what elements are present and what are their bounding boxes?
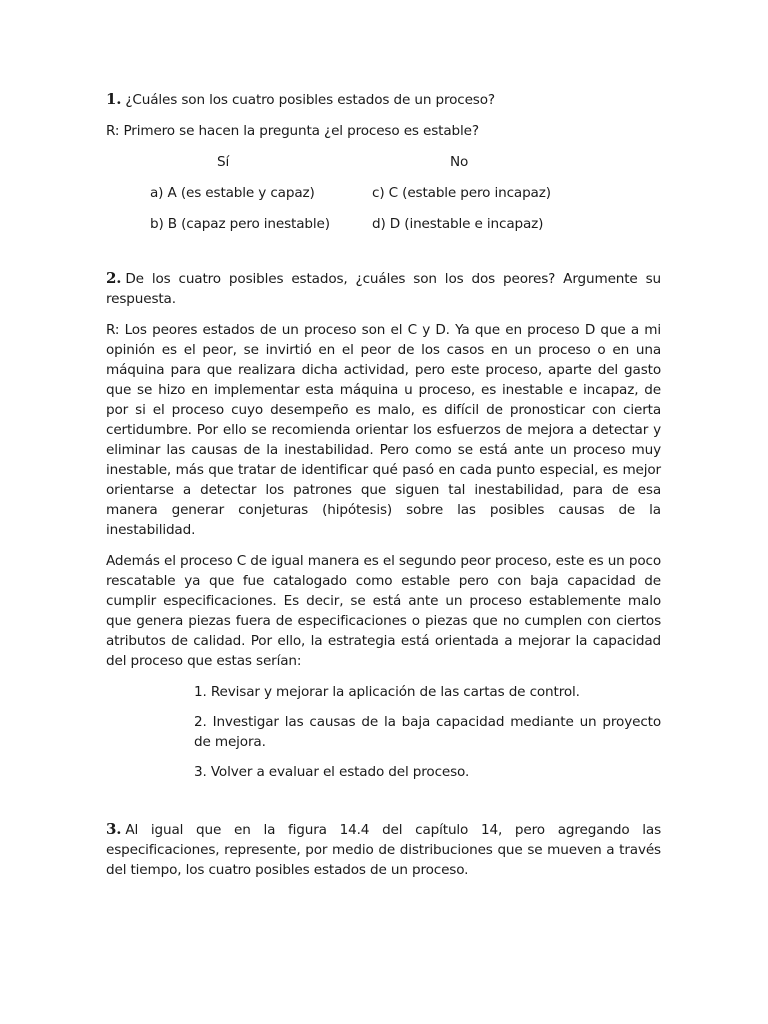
state-a: a) A (es estable y capaz) — [150, 185, 315, 201]
states-row-2 — [106, 214, 661, 234]
question-1-number: 1. — [106, 90, 122, 108]
state-c: c) C (estable pero incapaz) — [372, 185, 551, 201]
question-3-number: 3. — [106, 820, 122, 838]
state-d: d) D (inestable e incapaz) — [372, 216, 544, 232]
answer-1-intro: R: Primero se hacen la pregunta ¿el proceso es estable? — [106, 123, 479, 139]
list-item: 3. Volver a evaluar el estado del proceso. — [194, 764, 470, 780]
column-si-label: Sí — [217, 154, 230, 170]
answer-2-paragraph-1: R: Los peores estados de un proceso son el C y D. Ya que en proceso D que a mi opinión es el peor, se invirtió en el peor de los casos en un proceso o en una máquina para que realizara dicha actividad, pero este proceso, aparte del gasto que se hizo en implementar esta máquina u proceso, es inestable e incapaz, de por si el proceso cuyo desempeño es malo, es difícil de pronosticar con cierta certidumbre. Por ello se recomienda orientar los esfuerzos de mejora a detectar y eliminar las causas de la inestabilidad. Pero como se está ante un proceso muy inestable, más que tratar de identificar qué pasó en cada punto especial, es mejor orientarse a detectar los patrones que siguen tal inestabilidad, para de esa manera generar conjeturas (hipótesis) sobre las posibles causas de la inestabilidad. — [106, 322, 661, 538]
question-2-text: De los cuatro posibles estados, ¿cuáles son los dos peores? Argumente su respuesta. — [106, 271, 661, 307]
question-3 — [106, 819, 661, 880]
column-no-label: No — [450, 154, 469, 170]
question-3-text: Al igual que en la figura 14.4 del capítulo 14, pero agregando las especificaciones, represente, por medio de distribuciones que se mueven a través del tiempo, los cuatro posibles estados de un proceso. — [106, 822, 661, 878]
list-item: 1. Revisar y mejorar la aplicación de las cartas de control. — [194, 684, 580, 700]
document-page — [106, 89, 661, 880]
question-2-number: 2. — [106, 269, 122, 287]
question-1 — [106, 89, 661, 110]
states-row-1 — [106, 183, 661, 203]
states-header-row — [106, 152, 661, 172]
answer-2-paragraph-2: Además el proceso C de igual manera es el segundo peor proceso, este es un poco rescatable ya que fue catalogado como estable pero con baja capacidad de cumplir especificaciones. Es decir, se está ante un proceso establemente malo que genera piezas fuera de especificaciones o piezas que no cumplen con ciertos atributos de calidad. Por ello, la estrategia está orientada a mejorar la capacidad del proceso que estas serían: — [106, 553, 661, 669]
state-b: b) B (capaz pero inestable) — [150, 216, 330, 232]
question-1-text: ¿Cuáles son los cuatro posibles estados de un proceso? — [125, 92, 495, 108]
list-item: 2. Investigar las causas de la baja capacidad mediante un proyecto de mejora. — [194, 714, 661, 750]
question-2 — [106, 268, 661, 309]
